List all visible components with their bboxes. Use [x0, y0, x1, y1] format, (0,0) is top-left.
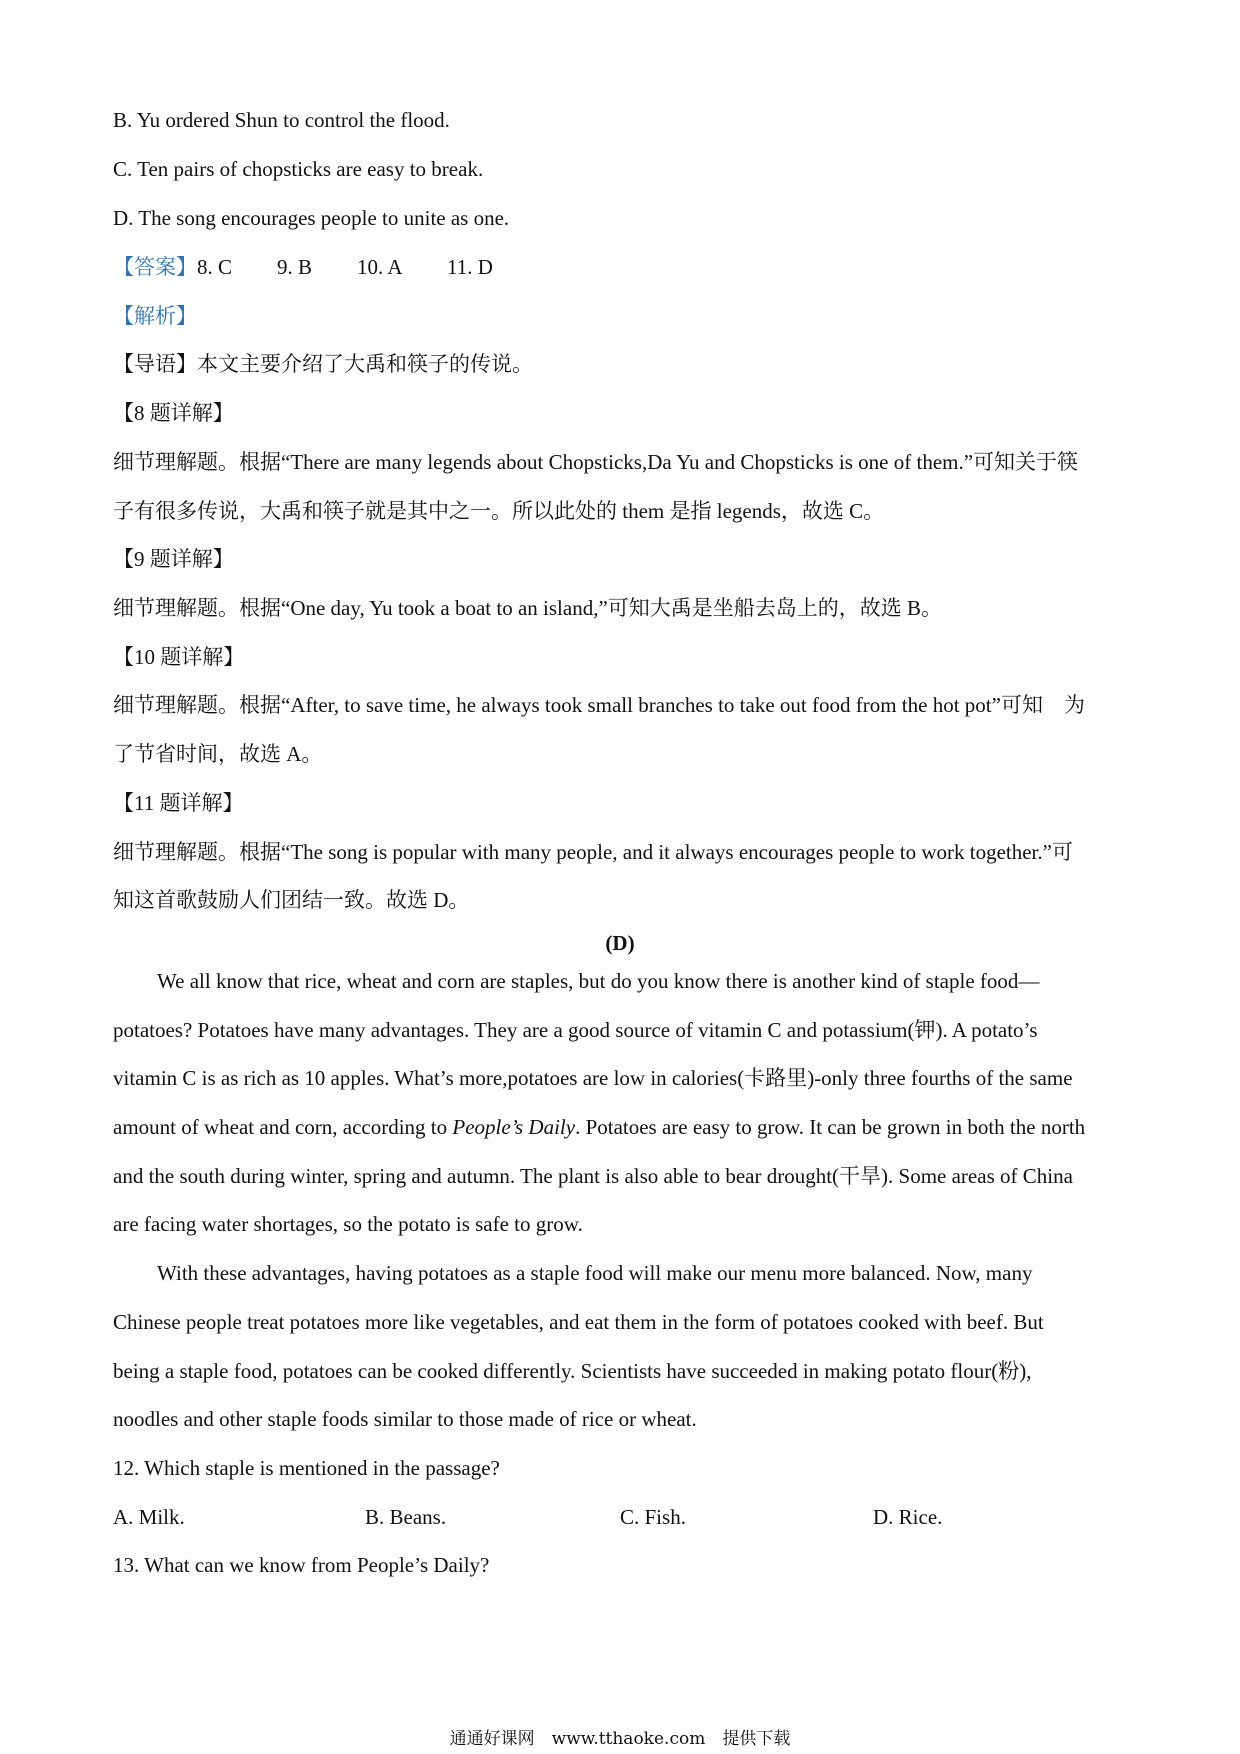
answer-item-9: 9. B [277, 255, 313, 279]
answer-line [113, 253, 1133, 281]
analysis-label: 【解析】 [113, 304, 197, 328]
answer-item-11: 11. D [447, 255, 493, 279]
q10-explanation-line2: 了节省时间，故选 A。 [113, 742, 323, 766]
q8-explanation-line1: 细节理解题。根据“There are many legends about Chopsticks,Da Yu and Chopsticks is one of them.”可知关于筷 [113, 450, 1079, 474]
option-c-previous: C. Ten pairs of chopsticks are easy to break. [113, 157, 484, 181]
q12-option-d: D. Rice. [873, 1505, 943, 1529]
passage-p1-line5: and the south during winter, spring and autumn. The plant is also able to bear drought(干旱). Some areas of China [113, 1164, 1073, 1188]
option-b-previous: B. Yu ordered Shun to control the flood. [113, 108, 450, 132]
q9-explanation: 细节理解题。根据“One day, Yu took a boat to an island,”可知大禹是坐船去岛上的，故选 B。 [113, 596, 943, 620]
q9-heading: 【9 题详解】 [113, 547, 234, 571]
answer-item-8: 8. C [197, 255, 233, 279]
passage-p2-line3: being a staple food, potatoes can be cooked differently. Scientists have succeeded in making potato flour(粉), [113, 1359, 1032, 1383]
passage-p1-line1: We all know that rice, wheat and corn are staples, but do you know there is another kind of staple food— [157, 969, 1040, 993]
passage-p2-line4: noodles and other staple foods similar to those made of rice or wheat. [113, 1407, 697, 1431]
passage-p1-line6: are facing water shortages, so the potato is safe to grow. [113, 1212, 583, 1236]
q12-stem: 12. Which staple is mentioned in the passage? [113, 1456, 500, 1480]
q8-heading: 【8 题详解】 [113, 401, 234, 425]
q11-explanation-line1: 细节理解题。根据“The song is popular with many people, and it always encourages people to work together.”可 [113, 840, 1073, 864]
q12-option-c: C. Fish. [620, 1505, 686, 1529]
q10-heading: 【10 题详解】 [113, 645, 245, 669]
answer-label: 【答案】 [113, 255, 197, 279]
q10-explanation-line1: 细节理解题。根据“After, to save time, he always took small branches to take out food from the hot pot”可知 为 [113, 693, 1085, 717]
q13-stem: 13. What can we know from People’s Daily? [113, 1553, 490, 1577]
passage-p2-line2: Chinese people treat potatoes more like vegetables, and eat them in the form of potatoes cooked with beef. But [113, 1310, 1044, 1334]
q11-heading: 【11 题详解】 [113, 791, 244, 815]
passage-p1-line4-end: . Potatoes are easy to grow. It can be grown in both the north [575, 1115, 1086, 1139]
option-d-previous: D. The song encourages people to unite as one. [113, 206, 510, 230]
q8-explanation-line2: 子有很多传说，大禹和筷子就是其中之一。所以此处的 them 是指 legends，故选 C。 [113, 499, 885, 523]
page-footer: 通通好课网 www.tthaoke.com 提供下载 [449, 1729, 791, 1749]
passage-p1-line2: potatoes? Potatoes have many advantages. They are a good source of vitamin C and potassium(钾). A potato’s [113, 1018, 1038, 1042]
newspaper-name: People’s Daily [452, 1115, 576, 1139]
section-title: (D) [605, 931, 635, 955]
q11-explanation-line2: 知这首歌鼓励人们团结一致。故选 D。 [113, 888, 470, 912]
answer-item-10: 10. A [357, 255, 403, 279]
q12-option-b: B. Beans. [365, 1505, 447, 1529]
passage-p1-line3: vitamin C is as rich as 10 apples. What’s more,potatoes are low in calories(卡路里)-only three fourths of the same [113, 1066, 1073, 1090]
guide-text: 【导语】本文主要介绍了大禹和筷子的传说。 [113, 352, 533, 376]
passage-p2-line1: With these advantages, having potatoes as a staple food will make our menu more balanced. Now, many [157, 1261, 1033, 1285]
passage-p1-line4-start: amount of wheat and corn, according to [113, 1115, 453, 1139]
q12-option-a: A. Milk. [113, 1505, 185, 1529]
passage-p1-line4 [113, 1113, 1133, 1141]
